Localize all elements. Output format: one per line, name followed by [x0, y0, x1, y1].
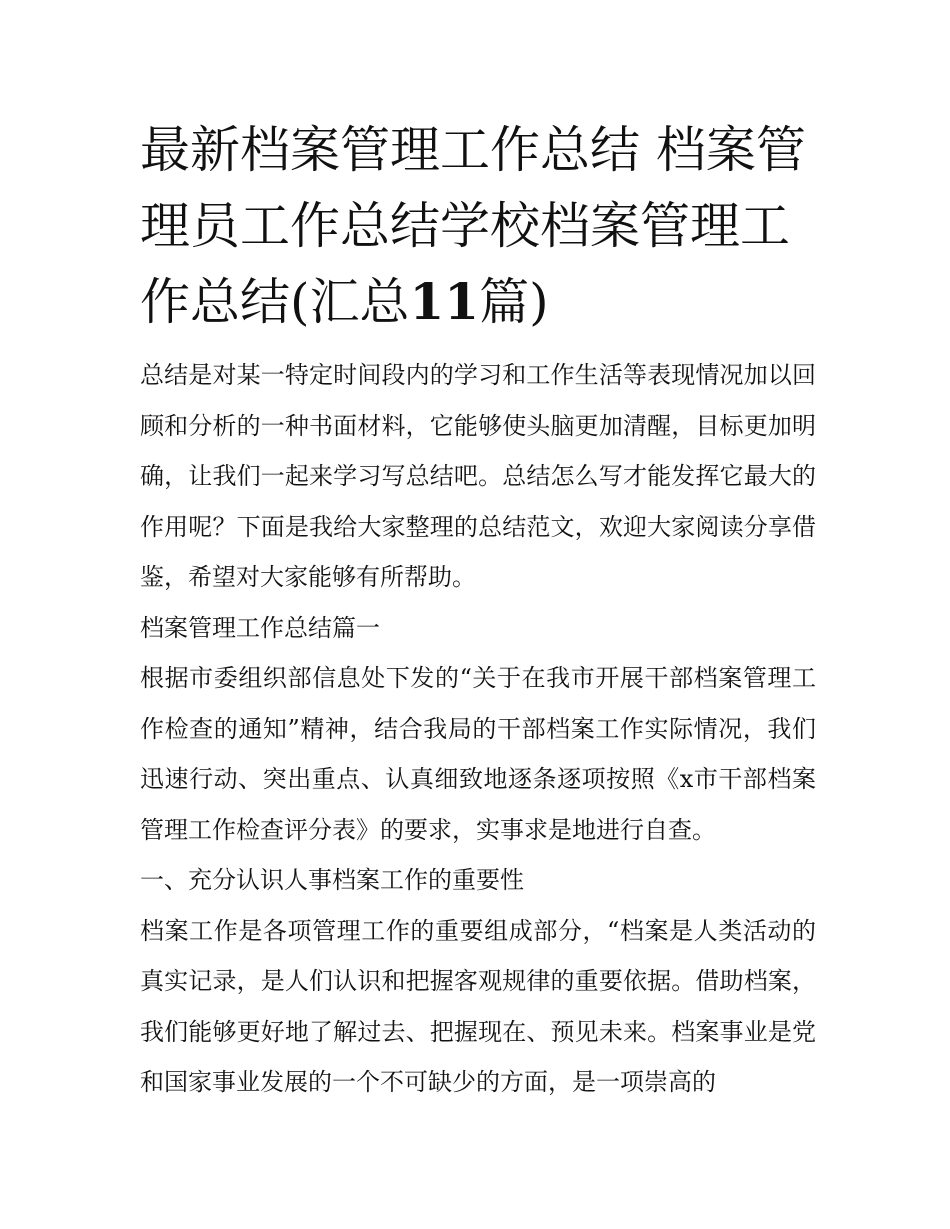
document-page [140, 112, 816, 1108]
document-title [140, 112, 816, 340]
section-heading: 档案管理工作总结篇一 [140, 613, 380, 642]
title-text-part2: 篇) [479, 273, 549, 331]
sub-heading: 一、充分认识人事档案工作的重要性 [140, 866, 524, 894]
body-paragraph-2: 档案工作是各项管理工作的重要组成部分，“档案是人类活动的真实记录，是人们认识和把握客观规律的重要依据。借助档案，我们能够更好地了解过去、把握现在、预见未来。档案事业是党和国家事业发展的一个不可缺少的方面，是一项崇高的 [140, 916, 816, 1096]
body-paragraph-1: 根据市委组织部信息处下发的“关于在我市开展干部档案管理工作检查的通知”精神，结合我局的干部档案工作实际情况，我们迅速行动、突出重点、认真细致地逐条逐项按照《x市干部档案管理工作检查评分表》的要求，实事求是地进行自查。 [140, 664, 816, 844]
document-body [140, 350, 816, 1108]
title-text-part1: 最新档案管理工作总结 档案管理员工作总结学校档案管理工作总结(汇总 [140, 121, 806, 331]
intro-paragraph: 总结是对某一特定时间段内的学习和工作生活等表现情况加以回顾和分析的一种书面材料，它能够使头脑更加清醒，目标更加明确，让我们一起来学习写总结吧。总结怎么写才能发挥它最大的作用呢？下面是我给大家整理的总结范文，欢迎大家阅读分享借鉴，希望对大家能够有所帮助。 [140, 361, 816, 591]
title-number: 11 [409, 272, 480, 331]
